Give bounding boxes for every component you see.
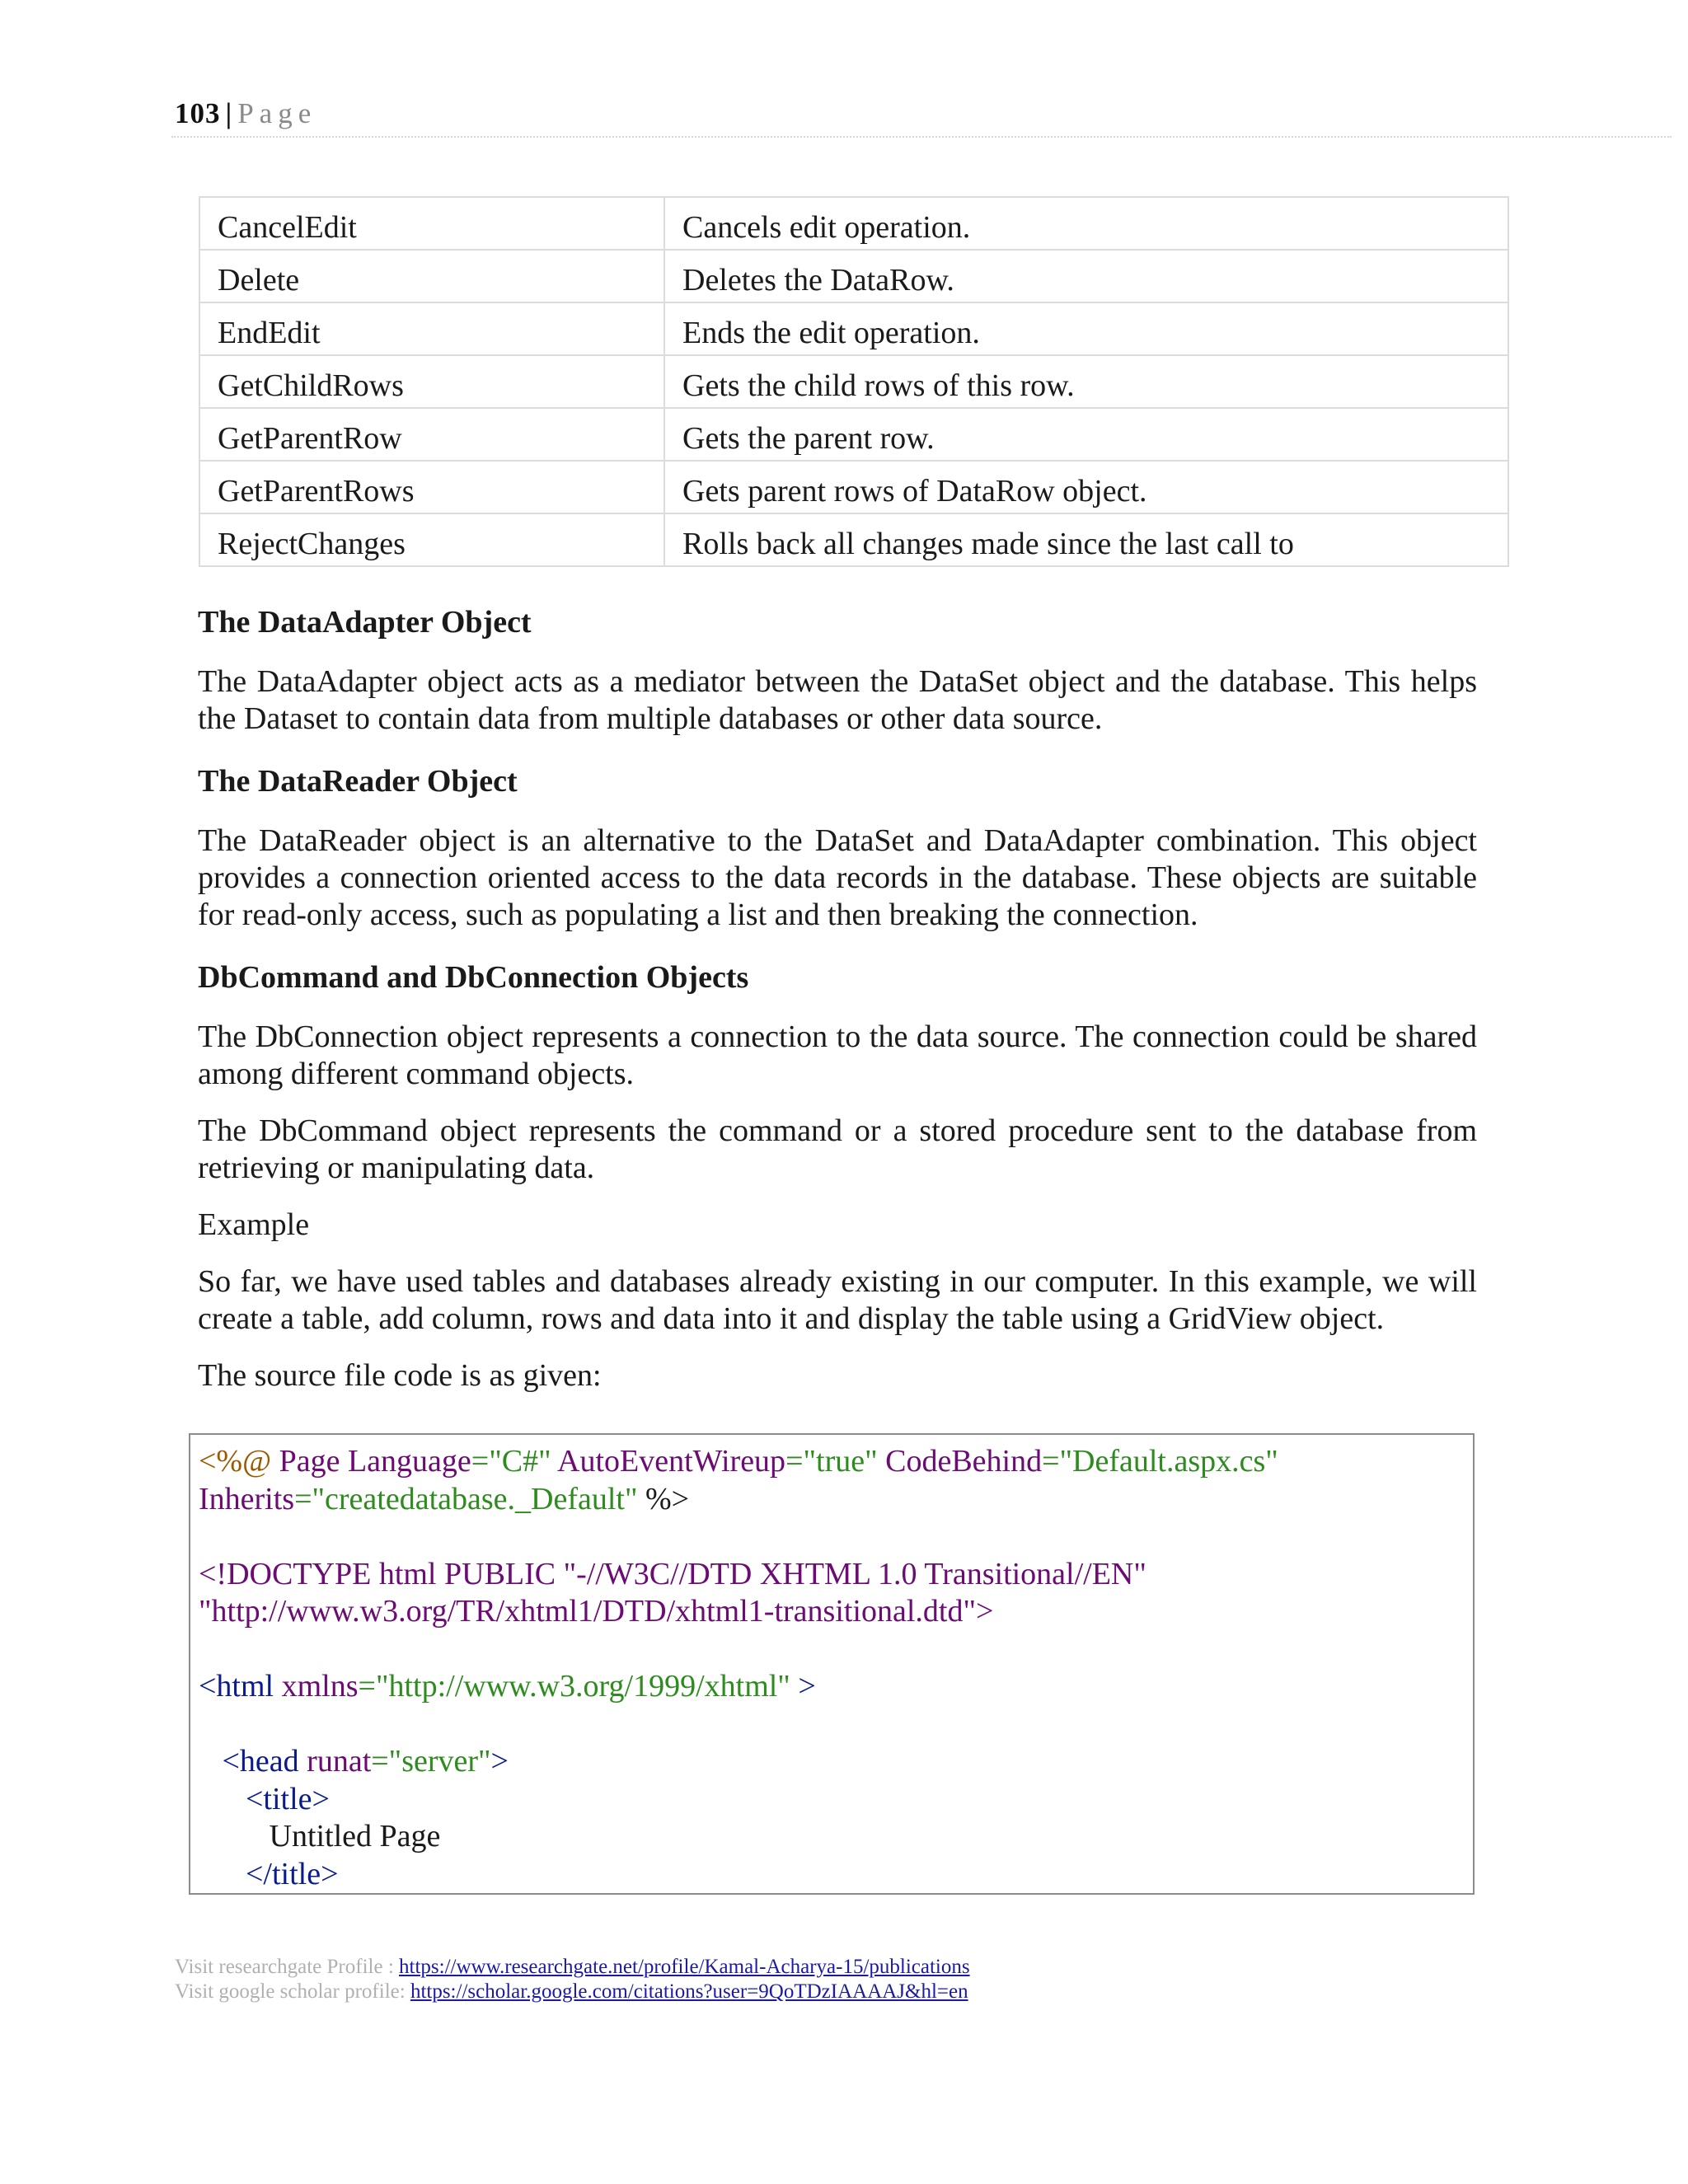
page-label: Page	[237, 97, 317, 129]
code-line-blank	[199, 1631, 1465, 1669]
code-token: ="http://www.w3.org/1999/xhtml"	[358, 1669, 790, 1704]
researchgate-line	[175, 1955, 970, 1980]
researchgate-label: Visit researchgate Profile :	[175, 1956, 400, 1978]
datareader-heading: The DataReader Object	[198, 764, 518, 799]
method-name-cell: GetParentRow	[199, 408, 664, 461]
code-token: ="Default.aspx.cs"	[1042, 1444, 1278, 1479]
table-row	[199, 302, 1508, 355]
code-token: <head	[199, 1744, 299, 1779]
dataadapter-text: The DataAdapter object acts as a mediator between the DataSet object and the database. This helps the Dataset to contain data from multiple databases or other data source.	[198, 664, 1477, 736]
google-scholar-label: Visit google scholar profile:	[175, 1980, 410, 2003]
code-token: ="createdatabase._Default"	[294, 1481, 638, 1516]
code-token: >	[490, 1744, 509, 1779]
code-line	[199, 1743, 1465, 1781]
code-token: <html	[199, 1669, 274, 1704]
code-token: AutoEventWireup	[551, 1444, 786, 1479]
page-separator: |	[225, 97, 233, 129]
code-token: Language	[347, 1444, 471, 1479]
researchgate-link[interactable]: https://www.researchgate.net/profile/Kamal-Acharya-15/publications	[399, 1956, 970, 1978]
code-line: <!DOCTYPE html PUBLIC "-//W3C//DTD XHTML 1.0 Transitional//EN"	[199, 1556, 1146, 1591]
code-token: %>	[637, 1481, 690, 1516]
code-token: CodeBehind	[877, 1444, 1043, 1479]
dataadapter-heading: The DataAdapter Object	[198, 605, 532, 640]
code-line: "http://www.w3.org/TR/xhtml1/DTD/xhtml1-transitional.dtd">	[199, 1594, 994, 1629]
code-token: Page	[271, 1444, 348, 1479]
datarow-methods-table	[199, 196, 1509, 567]
method-description-cell: Deletes the DataRow.	[664, 250, 1508, 302]
method-description-cell: Gets parent rows of DataRow object.	[664, 461, 1508, 513]
code-token: Inherits	[199, 1481, 295, 1516]
method-name-cell: RejectChanges	[199, 513, 664, 566]
code-line: <title>	[199, 1781, 330, 1816]
table-row	[199, 197, 1508, 250]
code-token: >	[790, 1669, 816, 1704]
code-line	[199, 1481, 1465, 1519]
code-line: Untitled Page	[199, 1819, 441, 1854]
method-description-cell: Cancels edit operation.	[664, 197, 1508, 250]
code-line-blank	[199, 1706, 1465, 1744]
code-token: <%@	[199, 1444, 272, 1479]
code-block	[189, 1433, 1475, 1895]
method-name-cell: GetChildRows	[199, 355, 664, 408]
method-name-cell: GetParentRows	[199, 461, 664, 513]
code-token: xmlns	[274, 1669, 359, 1704]
table-row	[199, 461, 1508, 513]
header-divider	[171, 136, 1672, 138]
method-description-cell: Gets the child rows of this row.	[664, 355, 1508, 408]
code-token: ="true"	[785, 1444, 878, 1479]
method-description-cell: Ends the edit operation.	[664, 302, 1508, 355]
table-row	[199, 355, 1508, 408]
table-row	[199, 513, 1508, 566]
dbcommand-text: The DbCommand object represents the command or a stored procedure sent to the database from retrieving or manipulating data.	[198, 1113, 1477, 1185]
code-line	[199, 1443, 1465, 1481]
page-header	[175, 97, 316, 130]
google-scholar-link[interactable]: https://scholar.google.com/citations?user=9QoTDzIAAAAJ&hl=en	[410, 1980, 968, 2003]
code-token: runat	[298, 1744, 372, 1779]
method-description-cell: Rolls back all changes made since the last call to	[664, 513, 1508, 566]
page-number: 103	[175, 97, 221, 129]
method-name-cell: Delete	[199, 250, 664, 302]
source-intro: The source file code is as given:	[198, 1358, 602, 1393]
table-row	[199, 408, 1508, 461]
dbconnection-text: The DbConnection object represents a connection to the data source. The connection could be shared among different command objects.	[198, 1019, 1477, 1091]
footer	[175, 1955, 970, 2004]
dbcommand-heading: DbCommand and DbConnection Objects	[198, 960, 749, 995]
code-token: ="C#"	[471, 1444, 551, 1479]
code-line	[199, 1668, 1465, 1706]
example-label: Example	[198, 1207, 310, 1242]
code-line-blank	[199, 1518, 1465, 1556]
method-name-cell: CancelEdit	[199, 197, 664, 250]
code-token: ="server"	[371, 1744, 491, 1779]
code-line: </title>	[199, 1856, 339, 1891]
table-row	[199, 250, 1508, 302]
datareader-text: The DataReader object is an alternative to the DataSet and DataAdapter combination. This object provides a connection oriented access to the data records in the database. These objects are suitable for read-only access, such as populating a list and then breaking the connection.	[198, 823, 1477, 932]
example-text: So far, we have used tables and databases already existing in our computer. In this example, we will create a table, add column, rows and data into it and display the table using a GridView object.	[198, 1264, 1477, 1336]
main-content	[198, 598, 1477, 1414]
method-description-cell: Gets the parent row.	[664, 408, 1508, 461]
google-scholar-line	[175, 1980, 970, 2004]
method-name-cell: EndEdit	[199, 302, 664, 355]
